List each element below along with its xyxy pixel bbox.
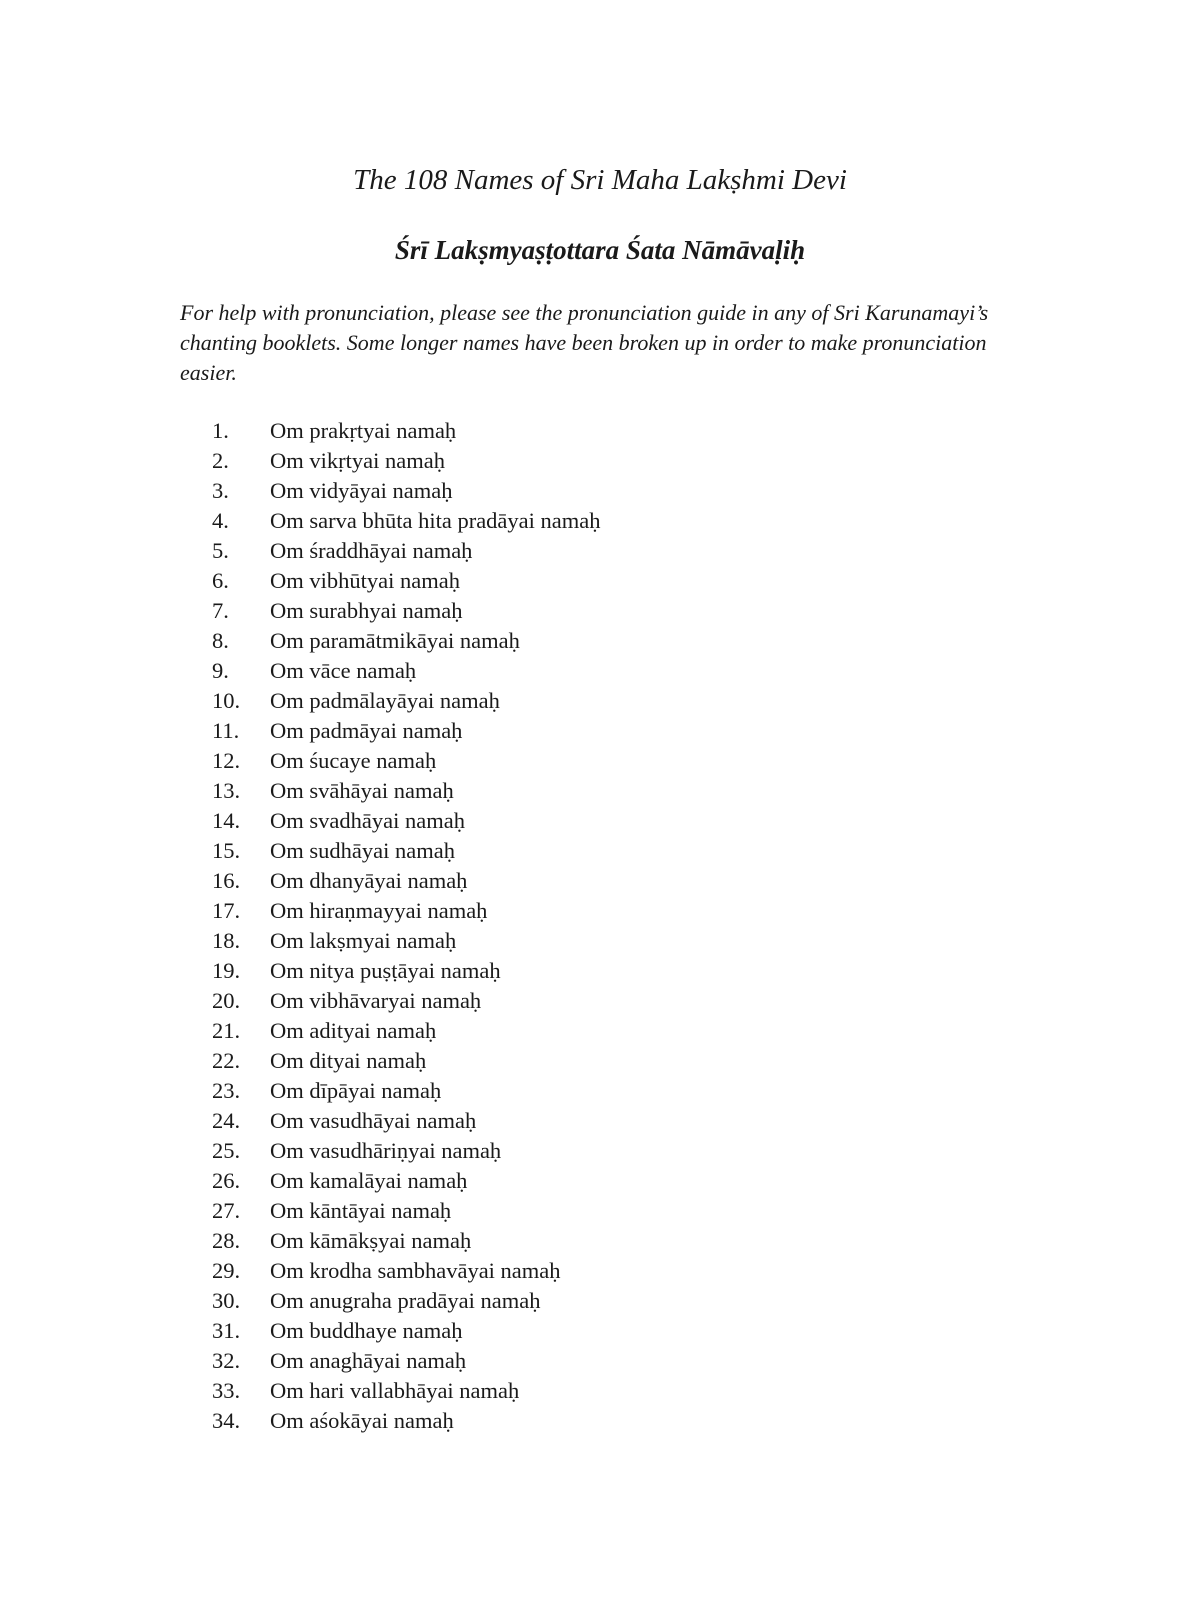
list-item-text: Om buddhaye namaḥ (270, 1318, 463, 1343)
list-item-text: Om padmāyai namaḥ (270, 718, 463, 743)
list-item (0, 1226, 1200, 1256)
list-item-number: 20. (212, 988, 241, 1013)
list-item (0, 986, 1200, 1016)
list-item (0, 1346, 1200, 1376)
list-item (0, 446, 1200, 476)
list-item (0, 596, 1200, 626)
names-list (0, 416, 1200, 1436)
list-item (0, 626, 1200, 656)
list-item-text: Om sudhāyai namaḥ (270, 838, 455, 863)
list-item-number: 19. (212, 958, 241, 983)
list-item (0, 776, 1200, 806)
list-item-text: Om krodha sambhavāyai namaḥ (270, 1258, 561, 1283)
list-item-text: Om vidyāyai namaḥ (270, 478, 453, 503)
list-item-number: 34. (212, 1408, 241, 1433)
list-item-text: Om hiraṇmayyai namaḥ (270, 898, 488, 923)
list-item-number: 23. (212, 1078, 241, 1103)
list-item-text: Om svāhāyai namaḥ (270, 778, 454, 803)
list-item-text: Om aśokāyai namaḥ (270, 1408, 454, 1433)
list-item-text: Om svadhāyai namaḥ (270, 808, 465, 833)
list-item (0, 866, 1200, 896)
list-item-number: 15. (212, 838, 241, 863)
list-item-text: Om śraddhāyai namaḥ (270, 538, 473, 563)
list-item (0, 836, 1200, 866)
list-item-number: 3. (212, 478, 229, 503)
list-item (0, 956, 1200, 986)
list-item (0, 896, 1200, 926)
list-item-text: Om vikṛtyai namaḥ (270, 448, 445, 473)
list-item-number: 32. (212, 1348, 241, 1373)
list-item-number: 6. (212, 568, 229, 593)
list-item (0, 566, 1200, 596)
list-item (0, 1376, 1200, 1406)
list-item-text: Om paramātmikāyai namaḥ (270, 628, 520, 653)
list-item-number: 1. (212, 418, 229, 443)
list-item-number: 7. (212, 598, 229, 623)
list-item (0, 1316, 1200, 1346)
list-item-text: Om surabhyai namaḥ (270, 598, 463, 623)
list-item-number: 17. (212, 898, 241, 923)
list-item (0, 536, 1200, 566)
list-item (0, 1046, 1200, 1076)
list-item-number: 11. (212, 718, 240, 743)
list-item-number: 33. (212, 1378, 241, 1403)
list-item-number: 25. (212, 1138, 241, 1163)
list-item-text: Om vāce namaḥ (270, 658, 417, 683)
list-item (0, 656, 1200, 686)
list-item (0, 476, 1200, 506)
list-item-text: Om prakṛtyai namaḥ (270, 418, 457, 443)
list-item-text: Om adityai namaḥ (270, 1018, 437, 1043)
list-item-number: 16. (212, 868, 241, 893)
page-subtitle: Śrī Lakṣmyaṣṭottara Śata Nāmāvaḷiḥ (394, 235, 806, 265)
list-item-number: 24. (212, 1108, 241, 1133)
list-item (0, 716, 1200, 746)
list-item (0, 1166, 1200, 1196)
list-item-number: 8. (212, 628, 229, 653)
list-item-number: 18. (212, 928, 241, 953)
list-item (0, 686, 1200, 716)
intro-paragraph: For help with pronunciation, please see the pronunciation guide in any of Sri Karunamayi’s chanting booklets. Some longer names have been broken up in order to make pronunciation easier. (180, 300, 989, 385)
list-item (0, 416, 1200, 446)
list-item (0, 806, 1200, 836)
list-item (0, 746, 1200, 776)
list-item-number: 22. (212, 1048, 241, 1073)
list-item-number: 30. (212, 1288, 241, 1313)
list-item-text: Om hari vallabhāyai namaḥ (270, 1378, 520, 1403)
page-title: The 108 Names of Sri Maha Lakṣhmi Devi (353, 164, 847, 196)
list-item (0, 1136, 1200, 1166)
list-item (0, 1106, 1200, 1136)
list-item-text: Om nitya puṣṭāyai namaḥ (270, 958, 501, 983)
list-item (0, 1196, 1200, 1226)
list-item-number: 13. (212, 778, 241, 803)
list-item-number: 10. (212, 688, 241, 713)
list-item-number: 27. (212, 1198, 241, 1223)
list-item-text: Om padmālayāyai namaḥ (270, 688, 500, 713)
list-item-number: 2. (212, 448, 229, 473)
list-item (0, 1286, 1200, 1316)
list-item-number: 12. (212, 748, 241, 773)
list-item-text: Om dityai namaḥ (270, 1048, 427, 1073)
list-item-text: Om lakṣmyai namaḥ (270, 928, 457, 953)
list-item-text: Om kāmākṣyai namaḥ (270, 1228, 472, 1253)
list-item-number: 31. (212, 1318, 241, 1343)
list-item-text: Om śucaye namaḥ (270, 748, 437, 773)
list-item-text: Om anugraha pradāyai namaḥ (270, 1288, 541, 1313)
list-item-number: 14. (212, 808, 241, 833)
list-item-number: 9. (212, 658, 229, 683)
list-item-text: Om vibhūtyai namaḥ (270, 568, 460, 593)
list-item-text: Om dīpāyai namaḥ (270, 1078, 442, 1103)
list-item-text: Om vasudhāriṇyai namaḥ (270, 1138, 502, 1163)
list-item-number: 29. (212, 1258, 241, 1283)
list-item-text: Om dhanyāyai namaḥ (270, 868, 468, 893)
list-item-text: Om sarva bhūta hita pradāyai namaḥ (270, 508, 601, 533)
list-item-text: Om kamalāyai namaḥ (270, 1168, 468, 1193)
list-item (0, 1016, 1200, 1046)
list-item (0, 926, 1200, 956)
list-item-number: 4. (212, 508, 229, 533)
list-item-number: 21. (212, 1018, 241, 1043)
list-item (0, 1406, 1200, 1436)
list-item (0, 1076, 1200, 1106)
list-item-text: Om vasudhāyai namaḥ (270, 1108, 477, 1133)
list-item-number: 26. (212, 1168, 241, 1193)
list-item (0, 1256, 1200, 1286)
list-item-text: Om vibhāvaryai namaḥ (270, 988, 482, 1013)
list-item (0, 506, 1200, 536)
list-item-text: Om kāntāyai namaḥ (270, 1198, 452, 1223)
list-item-number: 5. (212, 538, 229, 563)
list-item-number: 28. (212, 1228, 241, 1253)
list-item-text: Om anaghāyai namaḥ (270, 1348, 467, 1373)
